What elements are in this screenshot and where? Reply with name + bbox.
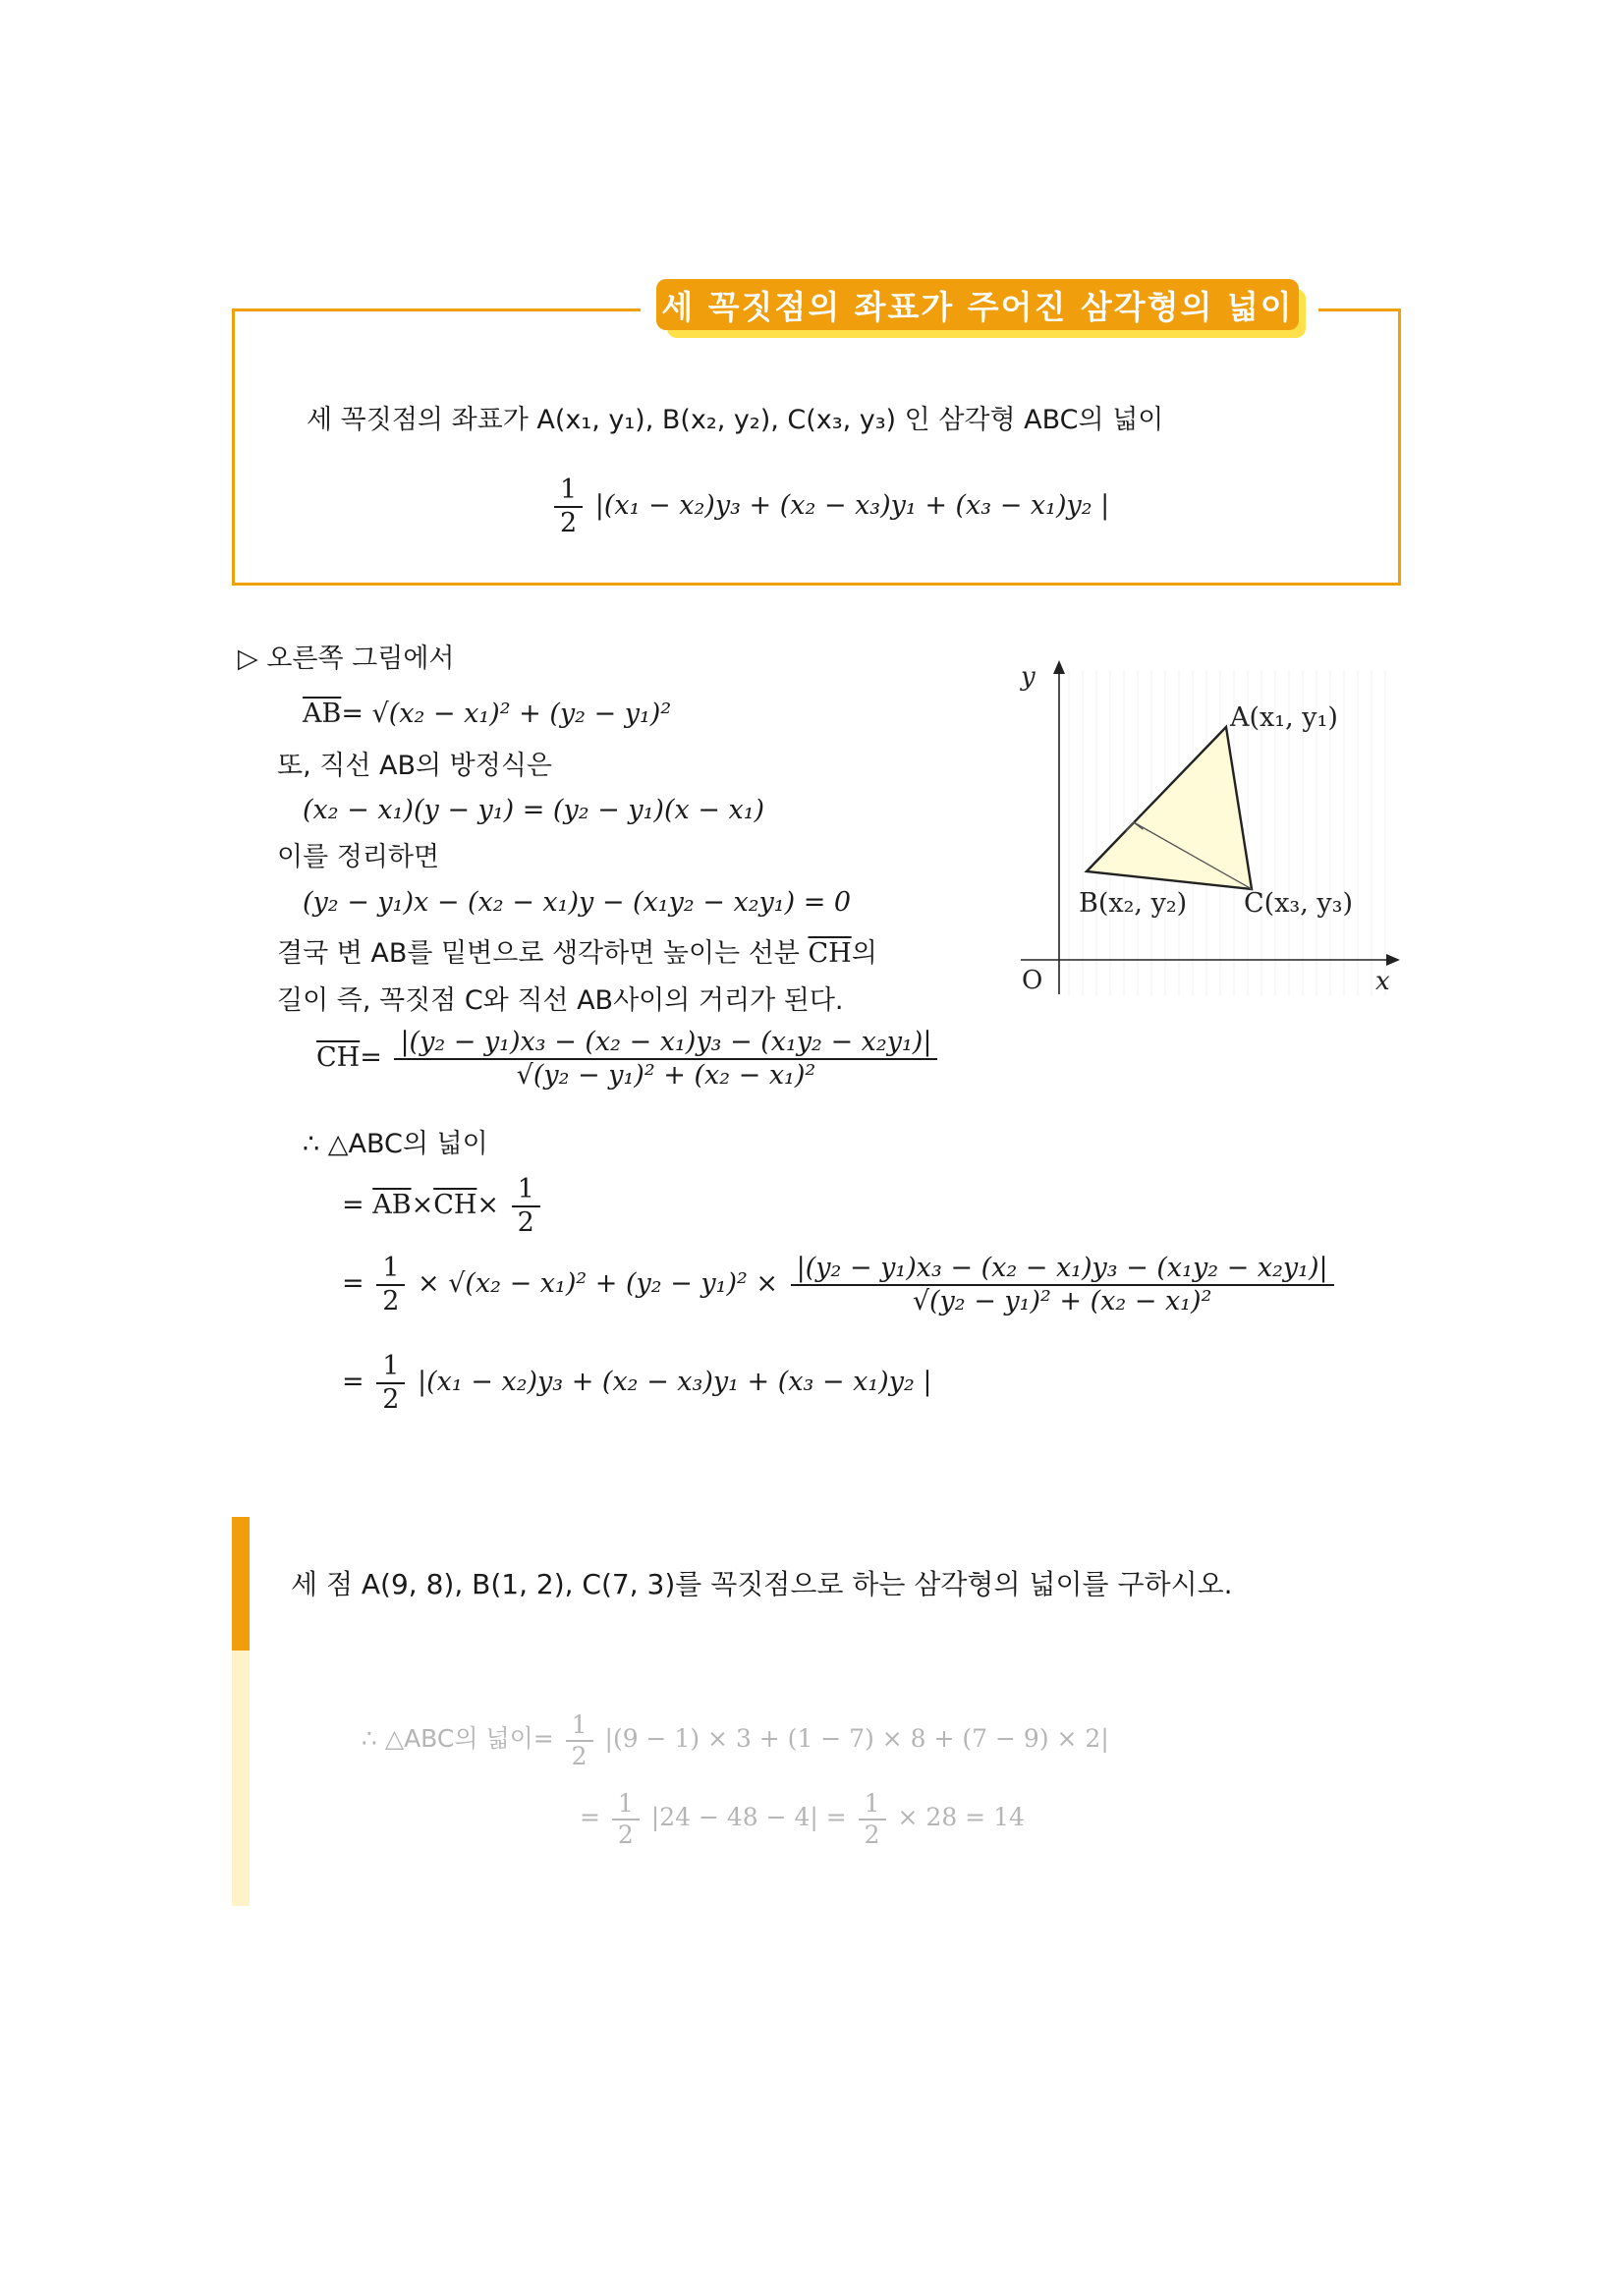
step1-equals: = bbox=[342, 1190, 373, 1221]
step2-half bbox=[376, 1254, 405, 1316]
answer-end: × 28 = 14 bbox=[897, 1803, 1025, 1831]
fraction-denominator: 2 bbox=[617, 1820, 634, 1849]
ab-length-rhs: = √(x₂ − x₁)² + (y₂ − y₁)² bbox=[341, 699, 672, 729]
step1-times-2: × bbox=[476, 1190, 500, 1221]
answer-equals: = bbox=[580, 1803, 600, 1831]
fraction-numerator: 1 bbox=[612, 1790, 640, 1820]
area-step-2 bbox=[342, 1254, 1338, 1316]
fraction-denominator: 2 bbox=[517, 1206, 534, 1238]
box-formula-fraction bbox=[554, 476, 583, 537]
fraction-numerator: 1 bbox=[376, 1352, 405, 1384]
answer-middle: |24 − 48 − 4| = bbox=[650, 1803, 847, 1831]
area-step-1 bbox=[342, 1175, 544, 1237]
ch-length-equation bbox=[316, 1028, 941, 1090]
line-general-form: (y₂ − y₁)x − (x₂ − x₁)y − (x₁y₂ − x₂y₁) = 0 bbox=[303, 887, 852, 918]
fraction-numerator: 1 bbox=[376, 1254, 405, 1286]
box-statement: 세 꼭짓점의 좌표가 A(x₁, y₁), B(x₂, y₂), C(x₃, y₃) 인 삼각형 ABC의 넓이 bbox=[307, 405, 1164, 435]
step2-numerator: |(y₂ − y₁)x₃ − (x₂ − x₁)y₃ − (x₁y₂ − x₂y₁)| bbox=[791, 1254, 1334, 1286]
ch-equals: = bbox=[360, 1042, 382, 1074]
step1-ab: $\overline{AB}$ bbox=[372, 1190, 412, 1221]
fraction-numerator: 1 bbox=[566, 1711, 593, 1742]
exercise-question: 세 점 A(9, 8), B(1, 2), C(7, 3)를 꼭짓점으로 하는 삼각형의 넓이를 구하시오. bbox=[291, 1568, 1233, 1600]
fraction-numerator: 1 bbox=[554, 476, 583, 508]
rearrange-text: 이를 정리하면 bbox=[277, 842, 440, 872]
formula-box bbox=[232, 308, 1401, 586]
line-equation-intro: 또, 직선 AB의 방정식은 bbox=[277, 751, 552, 781]
height-explanation-suffix: 의 bbox=[851, 938, 877, 969]
step3-body: |(x₁ − x₂)y₃ + (x₂ − x₃)y₁ + (x₃ − x₁)y₂ | bbox=[418, 1367, 932, 1398]
answer-half-2 bbox=[612, 1790, 640, 1848]
fraction-numerator: 1 bbox=[512, 1175, 540, 1207]
ch-denominator: √(y₂ − y₁)² + (x₂ − x₁)² bbox=[516, 1059, 816, 1091]
exercise-answer-line-2 bbox=[580, 1790, 1025, 1848]
ch-numerator: |(y₂ − y₁)x₃ − (x₂ − x₁)y₃ − (x₁y₂ − x₂y₁)| bbox=[394, 1028, 937, 1060]
step2-equals: = bbox=[342, 1268, 364, 1300]
answer-prefix: ∴ △ABC의 넓이= bbox=[362, 1724, 554, 1753]
height-explanation-1 bbox=[277, 939, 877, 969]
ch-fraction bbox=[394, 1028, 937, 1090]
derivation-intro: ▷ 오른쪽 그림에서 bbox=[238, 644, 455, 674]
y-axis-label: y bbox=[1021, 662, 1036, 692]
answer-half-3 bbox=[859, 1790, 886, 1848]
step2-middle: × √(x₂ − x₁)² + (y₂ − y₁)² × bbox=[418, 1268, 779, 1300]
step1-times: × bbox=[411, 1190, 434, 1221]
box-formula-body: |(x₁ − x₂)y₃ + (x₂ − x₃)y₁ + (x₃ − x₁)y₂ | bbox=[594, 490, 1110, 522]
fraction-denominator: 2 bbox=[382, 1285, 400, 1316]
segment-ch-label: $\overline{CH}$ bbox=[808, 938, 852, 969]
exercise-bar-bottom bbox=[232, 1651, 250, 1906]
therefore-area: ∴ △ABC의 넓이 bbox=[303, 1129, 488, 1159]
height-explanation-text: 결국 변 AB를 밑변으로 생각하면 높이는 선분 bbox=[277, 938, 800, 969]
ab-length-equation bbox=[303, 700, 671, 729]
y-axis-arrow-icon bbox=[1053, 660, 1065, 674]
triangle-graph bbox=[1007, 660, 1400, 1006]
fraction-denominator: 2 bbox=[864, 1820, 880, 1849]
x-axis-label: x bbox=[1375, 967, 1390, 996]
fraction-denominator: 2 bbox=[382, 1383, 400, 1415]
point-c-label: C(x₃, y₃) bbox=[1244, 888, 1354, 919]
answer-half bbox=[566, 1711, 593, 1769]
ch-label: $\overline{CH}$ bbox=[316, 1042, 361, 1074]
fraction-numerator: 1 bbox=[859, 1790, 886, 1820]
segment-ab-label: $\overline{AB}$ bbox=[303, 699, 342, 729]
point-a-label: A(x₁, y₁) bbox=[1230, 702, 1338, 733]
box-title: 세 꼭짓점의 좌표가 주어진 삼각형의 넓이 bbox=[656, 279, 1299, 330]
height-explanation-2: 길이 즉, 꼭짓점 C와 직선 AB사이의 거리가 된다. bbox=[277, 985, 844, 1016]
step3-equals: = bbox=[342, 1367, 364, 1398]
exercise-bar-top bbox=[232, 1517, 250, 1651]
point-b-label: B(x₂, y₂) bbox=[1079, 888, 1188, 919]
fraction-denominator: 2 bbox=[571, 1741, 588, 1770]
area-step-3 bbox=[342, 1352, 931, 1414]
step1-half bbox=[512, 1175, 540, 1237]
origin-label: O bbox=[1022, 966, 1043, 995]
fraction-denominator: 2 bbox=[560, 507, 578, 538]
step2-fraction bbox=[791, 1254, 1334, 1316]
exercise-answer-line-1 bbox=[362, 1711, 1109, 1769]
step3-half bbox=[376, 1352, 405, 1414]
step1-ch: $\overline{CH}$ bbox=[433, 1190, 477, 1221]
answer-body: |(9 − 1) × 3 + (1 − 7) × 8 + (7 − 9) × 2| bbox=[604, 1724, 1109, 1753]
line-equation: (x₂ − x₁)(y − y₁) = (y₂ − y₁)(x − x₁) bbox=[303, 795, 765, 825]
box-formula bbox=[550, 476, 1109, 537]
step2-denominator: √(y₂ − y₁)² + (x₂ − x₁)² bbox=[912, 1285, 1212, 1316]
